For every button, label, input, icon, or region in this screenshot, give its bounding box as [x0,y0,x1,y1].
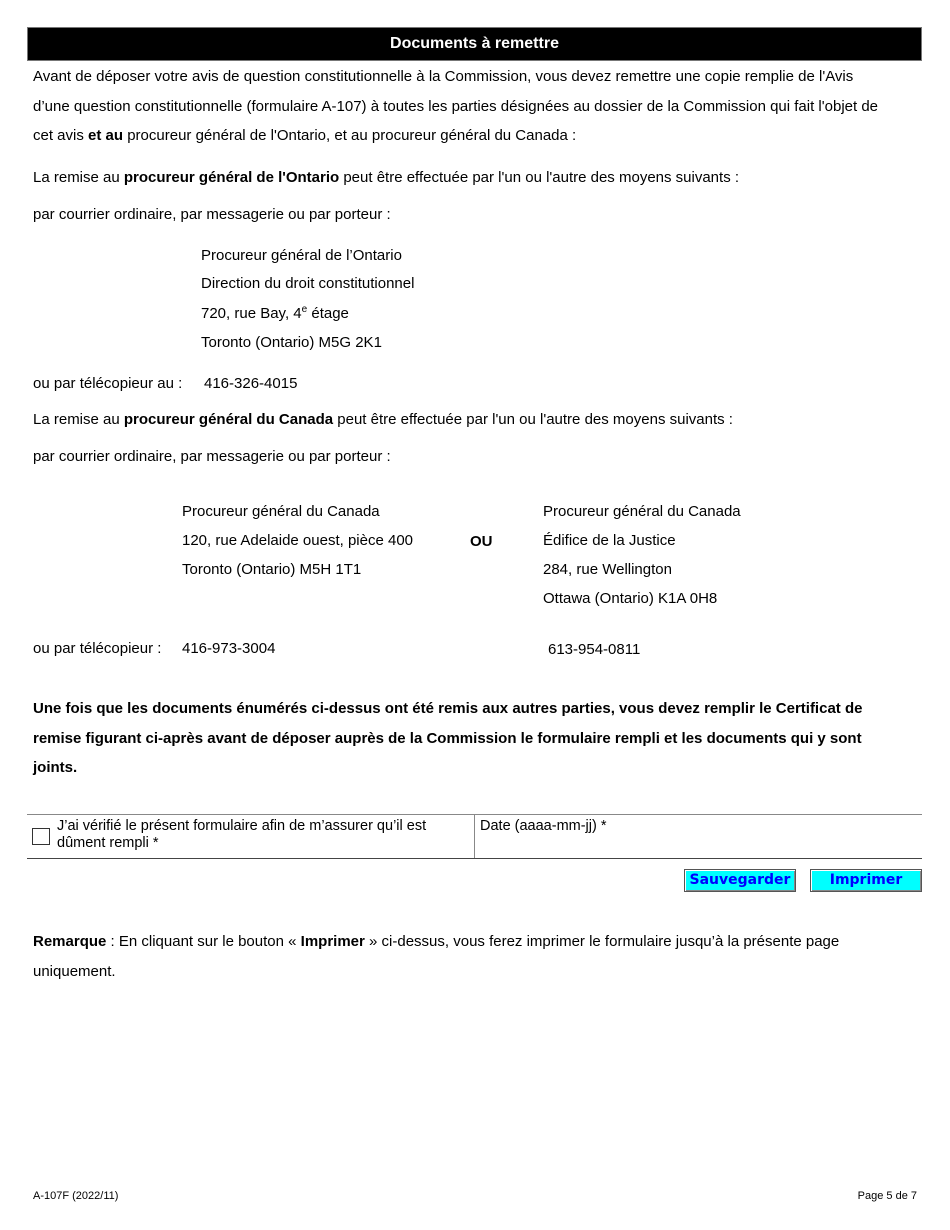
remark-text-bold: Imprimer [300,933,365,950]
canada-ottawa-address-line-4: Ottawa (Ontario) K1A 0H8 [543,590,718,607]
ontario-address-line-2: Direction du droit constitutionnel [201,275,415,292]
intro-line-1: Avant de déposer votre avis de question constitutionnelle à la Commission, vous devez remettre une copie remplie de l'Avis [33,68,854,85]
date-field[interactable] [477,836,917,856]
ontario-address-line-1: Procureur général de l’Ontario [201,247,402,264]
filing-notice [33,694,913,783]
ontario-address-line-3-pre: 720, rue Bay, 4 [201,305,302,322]
ontario-fax-number: 416-326-4015 [204,375,298,392]
intro-line-3-pre: cet avis [33,127,89,144]
intro-line-3-bold: et au [88,127,124,144]
remark-paragraph [33,927,913,986]
canada-toronto-address-line-2: 120, rue Adelaide ouest, pièce 400 [182,532,414,549]
canada-intro-bold: procureur général du Canada [123,411,334,428]
section-header: Documents à remettre [27,27,922,61]
filing-notice-line-3: joints. [33,759,78,776]
verification-label: J’ai vérifié le présent formulaire afin de m’assurer qu’il est dûment rempli * [57,818,427,851]
save-button[interactable]: Sauvegarder [684,869,796,892]
canada-ottawa-address-line-3: 284, rue Wellington [543,561,672,578]
filing-notice-line-2: remise figurant ci-après avant de déposer auprès de la Commission le formulaire rempli et les documents qui y sont [33,729,862,747]
canada-ottawa-address-line-2: Édifice de la Justice [543,532,676,549]
ontario-address-line-3-post: étage [307,305,349,322]
print-button[interactable]: Imprimer [810,869,922,892]
remark-text-pre: : En cliquant sur le bouton « [106,933,301,950]
canada-ottawa-address-line-1: Procureur général du Canada [543,503,741,520]
remark-label: Remarque [33,933,107,950]
date-cell [475,815,922,858]
canada-toronto-fax-number: 416-973-3004 [182,640,276,657]
remark-line-1 [33,927,913,957]
verification-checkbox[interactable] [32,828,50,845]
canada-intro [33,411,733,429]
ontario-intro [33,169,739,187]
canada-ottawa-fax-number: 613-954-0811 [548,641,641,658]
ontario-intro-bold: procureur général de l'Ontario [123,169,340,186]
ontario-address-line-4: Toronto (Ontario) M5G 2K1 [201,334,382,351]
intro-line-3 [33,121,913,151]
intro-line-3-post: procureur général de l'Ontario, et au procureur général du Canada : [123,127,577,144]
intro-line-2: d’une question constitutionnelle (formulaire A-107) à toutes les parties désignées au dossier de la Commission qui fait l'objet de [33,97,879,115]
certification-row [27,814,922,859]
ontario-address-line-3 [201,305,349,323]
ontario-fax-label: ou par télécopieur au : [33,375,183,392]
remark-text-post: » ci-dessus, vous ferez imprimer le formulaire jusqu’à la présente page [364,933,840,950]
canada-intro-pre: La remise au [33,411,124,428]
ontario-address-superscript: e [301,304,308,315]
canada-fax-label: ou par télécopieur : [33,640,162,657]
canada-toronto-address-line-3: Toronto (Ontario) M5H 1T1 [182,561,362,578]
page-number: Page 5 de 7 [857,1190,917,1202]
filing-notice-line-1: Une fois que les documents énumérés ci-dessus ont été remis aux autres parties, vous devez remplir le Certificat de [33,700,863,717]
canada-delivery-method: par courrier ordinaire, par messagerie ou par porteur : [33,448,391,465]
intro-paragraph [33,62,913,151]
ontario-delivery-method: par courrier ordinaire, par messagerie ou par porteur : [33,206,391,223]
ontario-intro-pre: La remise au [33,169,124,186]
remark-line-2: uniquement. [33,962,116,980]
or-separator: OU [470,533,493,550]
verification-cell [27,815,475,858]
canada-toronto-address-line-1: Procureur général du Canada [182,503,380,520]
ontario-intro-post: peut être effectuée par l'un ou l'autre des moyens suivants : [339,169,740,186]
form-identifier: A-107F (2022/11) [33,1190,119,1202]
canada-intro-post: peut être effectuée par l'un ou l'autre des moyens suivants : [333,411,733,428]
date-label: Date (aaaa-mm-jj) * [480,818,607,834]
